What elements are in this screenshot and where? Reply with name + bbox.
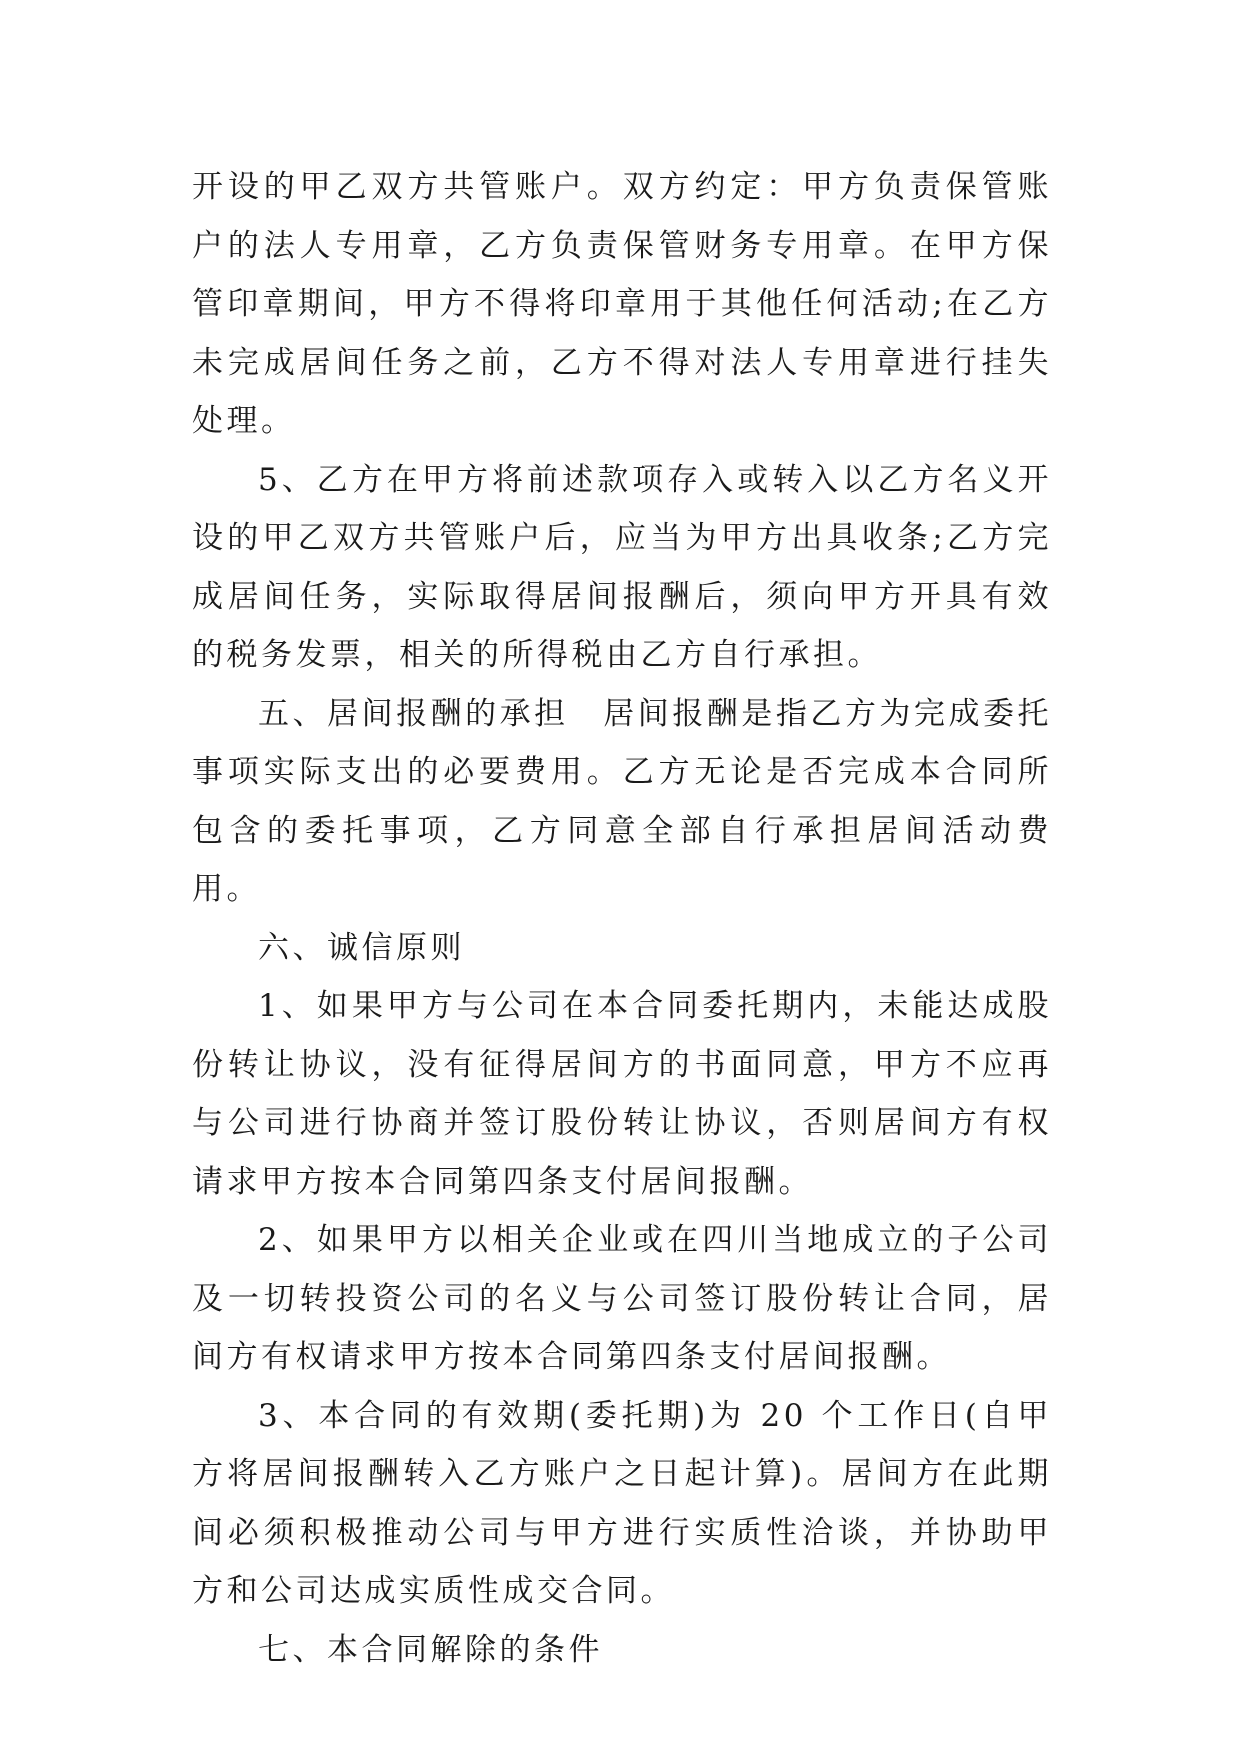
paragraph-clause-1-share-transfer: 1、如果甲方与公司在本合同委托期内，未能达成股份转让协议，没有征得居间方的书面同意，甲方不应再与公司进行协商并签订股份转让协议，否则居间方有权请求甲方按本合同第四条支付居间报酬。 bbox=[192, 988, 1052, 1200]
paragraph-section-5-commission-bearing: 五、居间报酬的承担 居间报酬是指乙方为完成委托事项实际支出的必要费用。乙方无论是否完成本合同所包含的委托事项，乙方同意全部自行承担居间活动费用。 bbox=[192, 695, 1052, 907]
paragraph-clause-2-affiliated-companies: 2、如果甲方以相关企业或在四川当地成立的子公司及一切转投资公司的名义与公司签订股份转让合同，居间方有权请求甲方按本合同第四条支付居间报酬。 bbox=[192, 1222, 1052, 1375]
contract-body-text bbox=[192, 158, 1052, 1679]
heading-section-7-termination-conditions: 七、本合同解除的条件 bbox=[258, 1631, 603, 1668]
paragraph-continued-account-seal-terms: 开设的甲乙双方共管账户。双方约定：甲方负责保管账户的法人专用章，乙方负责保管财务专用章。在甲方保管印章期间，甲方不得将印章用于其他任何活动;在乙方未完成居间任务之前，乙方不得对法人专用章进行挂失处理。 bbox=[192, 169, 1052, 439]
heading-section-6-good-faith: 六、诚信原则 bbox=[258, 929, 465, 966]
paragraph-clause-3-validity-period: 3、本合同的有效期(委托期)为 20 个工作日(自甲方将居间报酬转入乙方账户之日起计算)。居间方在此期间必须积极推动公司与甲方进行实质性洽谈，并协助甲方和公司达成实质性成交合同。 bbox=[192, 1397, 1052, 1609]
paragraph-clause-5-receipt-invoice: 5、乙方在甲方将前述款项存入或转入以乙方名义开设的甲乙双方共管账户后，应当为甲方出具收条;乙方完成居间任务，实际取得居间报酬后，须向甲方开具有效的税务发票，相关的所得税由乙方自行承担。 bbox=[192, 461, 1052, 673]
